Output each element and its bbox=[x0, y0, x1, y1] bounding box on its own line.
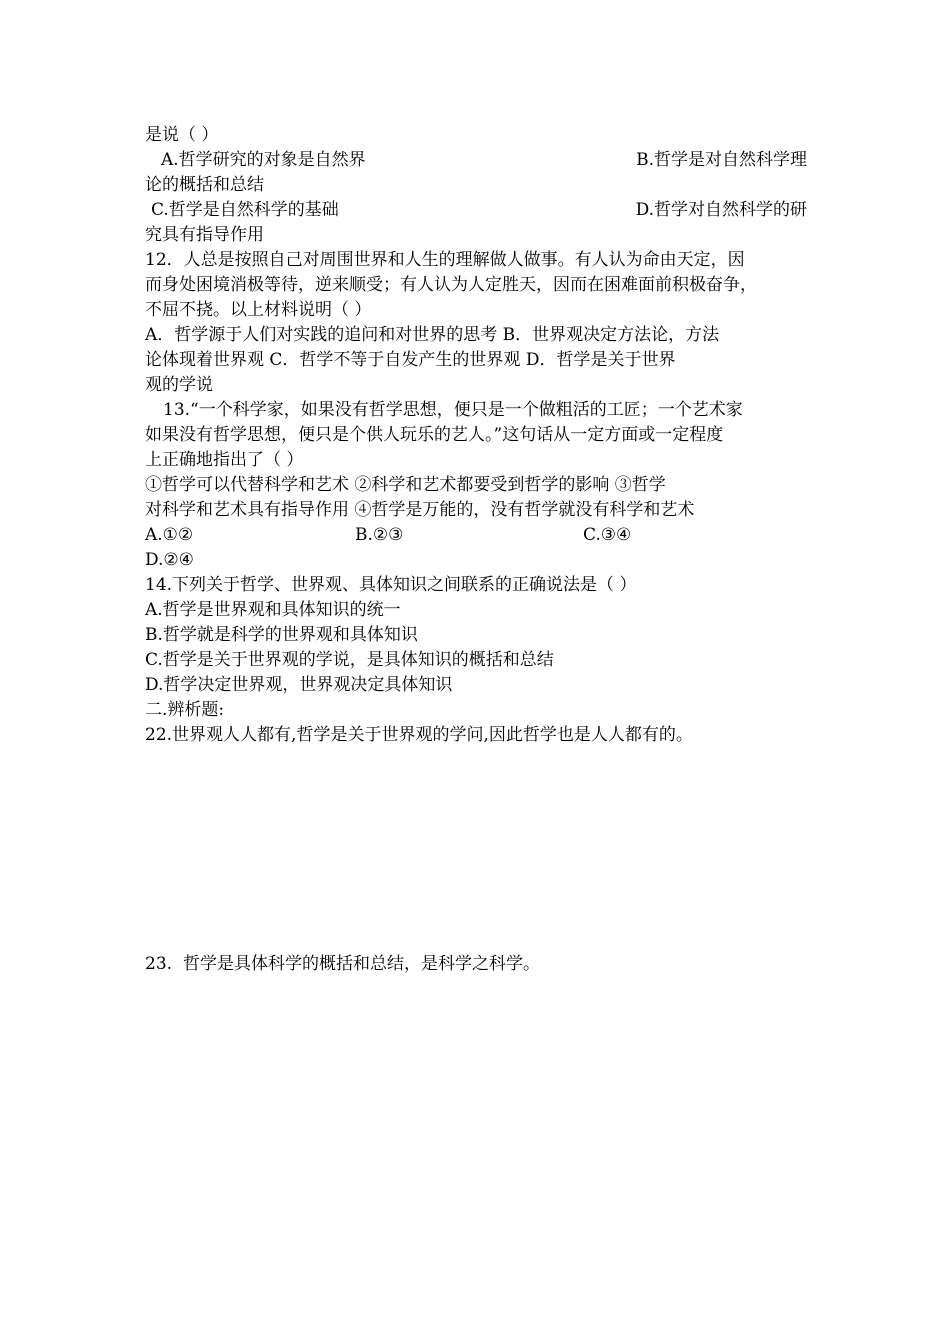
q11-option-b-continued: 论的概括和总结 bbox=[145, 175, 264, 195]
section-2-heading: 二.辨析题: bbox=[145, 700, 225, 720]
q11-option-b: B.哲学是对自然科学理 bbox=[636, 150, 807, 170]
q13-options-row bbox=[145, 523, 807, 548]
q11-stem-tail: 是说（ ） bbox=[145, 125, 219, 145]
q14-option-c: C.哲学是关于世界观的学说，是具体知识的概括和总结 bbox=[145, 650, 554, 670]
q11-options-row-2 bbox=[145, 198, 807, 223]
q13-line-3: 上正确地指出了（ ） bbox=[145, 450, 304, 470]
q11-option-d-continued: 究具有指导作用 bbox=[145, 225, 264, 245]
q12-line-4: A．哲学源于人们对实践的追问和对世界的思考 B．世界观决定方法论，方法 bbox=[145, 325, 720, 345]
q13-option-a: A.①② bbox=[145, 525, 194, 545]
document-page bbox=[145, 123, 807, 977]
q14-stem: 14.下列关于哲学、世界观、具体知识之间联系的正确说法是（ ） bbox=[145, 575, 637, 595]
q13-option-d: D.②④ bbox=[145, 550, 194, 570]
q13-line-1: 13.“一个科学家，如果没有哲学思想，便只是一个做粗活的工匠；一个艺术家 bbox=[163, 400, 743, 420]
q11-option-d: D.哲学对自然科学的研 bbox=[635, 200, 807, 220]
q12-line-2: 而身处困境消极等待，逆来顺受；有人认为人定胜天，因而在困难面前积极奋争， bbox=[145, 275, 757, 295]
q11-option-a: A.哲学研究的对象是自然界 bbox=[161, 150, 366, 170]
q13-line-2: 如果没有哲学思想，便只是个供人玩乐的艺人。”这句话从一定方面或一定程度 bbox=[145, 425, 724, 445]
q23-number: 23. bbox=[145, 954, 173, 974]
q11-options-row-1 bbox=[145, 148, 807, 173]
q13-line-4: ①哲学可以代替科学和艺术 ②科学和艺术都要受到哲学的影响 ③哲学 bbox=[145, 475, 666, 495]
q12-line-3: 不屈不挠。以上材料说明（ ） bbox=[145, 300, 372, 320]
q14-option-a: A.哲学是世界观和具体知识的统一 bbox=[145, 600, 401, 620]
q23-statement: 哲学是具体科学的概括和总结，是科学之科学。 bbox=[183, 954, 540, 974]
q22-answer-space bbox=[145, 748, 807, 952]
q13-line-5: 对科学和艺术具有指导作用 ④哲学是万能的，没有哲学就没有科学和艺术 bbox=[145, 500, 695, 520]
q14-option-b: B.哲学就是科学的世界观和具体知识 bbox=[145, 625, 418, 645]
q22-text: 22.世界观人人都有,哲学是关于世界观的学问,因此哲学也是人人都有的。 bbox=[145, 725, 693, 745]
q12-line-6: 观的学说 bbox=[145, 375, 213, 395]
q13-option-b: B.②③ bbox=[355, 525, 404, 545]
q12-line-5: 论体现着世界观 C．哲学不等于自发产生的世界观 D．哲学是关于世界 bbox=[145, 350, 676, 370]
q14-option-d: D.哲学决定世界观，世界观决定具体知识 bbox=[145, 675, 453, 695]
q23-text bbox=[145, 952, 807, 977]
q12-line-1: 12．人总是按照自己对周围世界和人生的理解做人做事。有人认为命由天定，因 bbox=[145, 250, 745, 270]
q11-option-c: C.哲学是自然科学的基础 bbox=[151, 200, 339, 220]
q13-option-c: C.③④ bbox=[583, 525, 632, 545]
